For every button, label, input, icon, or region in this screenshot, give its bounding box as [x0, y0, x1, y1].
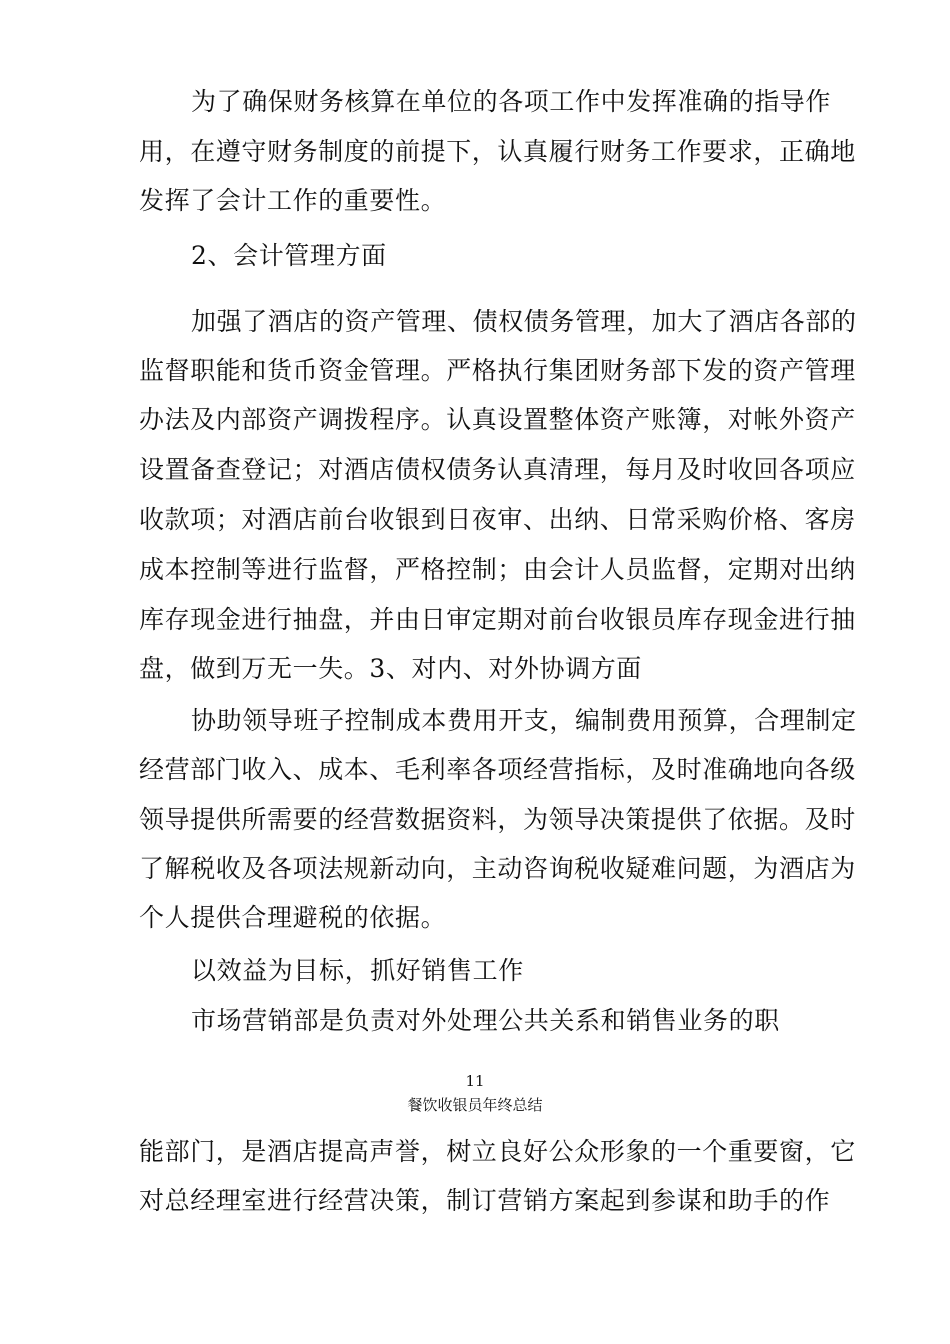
text-line: 协助领导班子控制成本费用开支，编制费用预算，合理制定 — [191, 706, 857, 735]
text-line: 市场营销部是负责对外处理公共关系和销售业务的职 — [191, 1006, 780, 1035]
text-line: 个人提供合理避税的依据。 — [139, 903, 447, 932]
text-line: 为了确保财务核算在单位的各项工作中发挥准确的指导作 — [191, 87, 832, 116]
section-heading: 2、会计管理方面 — [191, 241, 387, 270]
text-line: 设置备查登记；对酒店债权债务认真清理，每月及时收回各项应 — [139, 455, 856, 484]
section-heading: 以效益为目标，抓好销售工作 — [191, 956, 524, 985]
text-line: 加强了酒店的资产管理、债权债务管理，加大了酒店各部的 — [191, 307, 857, 336]
text-line: 了解税收及各项法规新动向，主动咨询税收疑难问题，为酒店为 — [139, 854, 856, 883]
text-line: 经营部门收入、成本、毛利率各项经营指标，及时准确地向各级 — [139, 755, 856, 784]
text-line: 监督职能和货币资金管理。严格执行集团财务部下发的资产管理 — [139, 356, 856, 385]
text-line: 办法及内部资产调拨程序。认真设置整体资产账簿，对帐外资产 — [139, 405, 856, 434]
page-number: 11 — [465, 1072, 485, 1090]
footer-title: 餐饮收银员年终总结 — [407, 1096, 543, 1114]
text-line: 成本控制等进行监督，严格控制；由会计人员监督，定期对出纳 — [139, 555, 856, 584]
text-line: 盘，做到万无一失。3、对内、对外协调方面 — [139, 654, 642, 683]
text-line: 发挥了会计工作的重要性。 — [139, 186, 447, 215]
text-line: 收款项；对酒店前台收银到日夜审、出纳、日常采购价格、客房 — [139, 505, 856, 534]
text-line: 用，在遵守财务制度的前提下，认真履行财务工作要求，正确地 — [139, 137, 856, 166]
text-line: 对总经理室进行经营决策，制订营销方案起到参谋和助手的作 — [139, 1186, 831, 1215]
text-line: 领导提供所需要的经营数据资料，为领导决策提供了依据。及时 — [139, 805, 856, 834]
text-line: 库存现金进行抽盘，并由日审定期对前台收银员库存现金进行抽 — [139, 605, 856, 634]
text-line: 能部门，是酒店提高声誉，树立良好公众形象的一个重要窗，它 — [139, 1137, 856, 1166]
